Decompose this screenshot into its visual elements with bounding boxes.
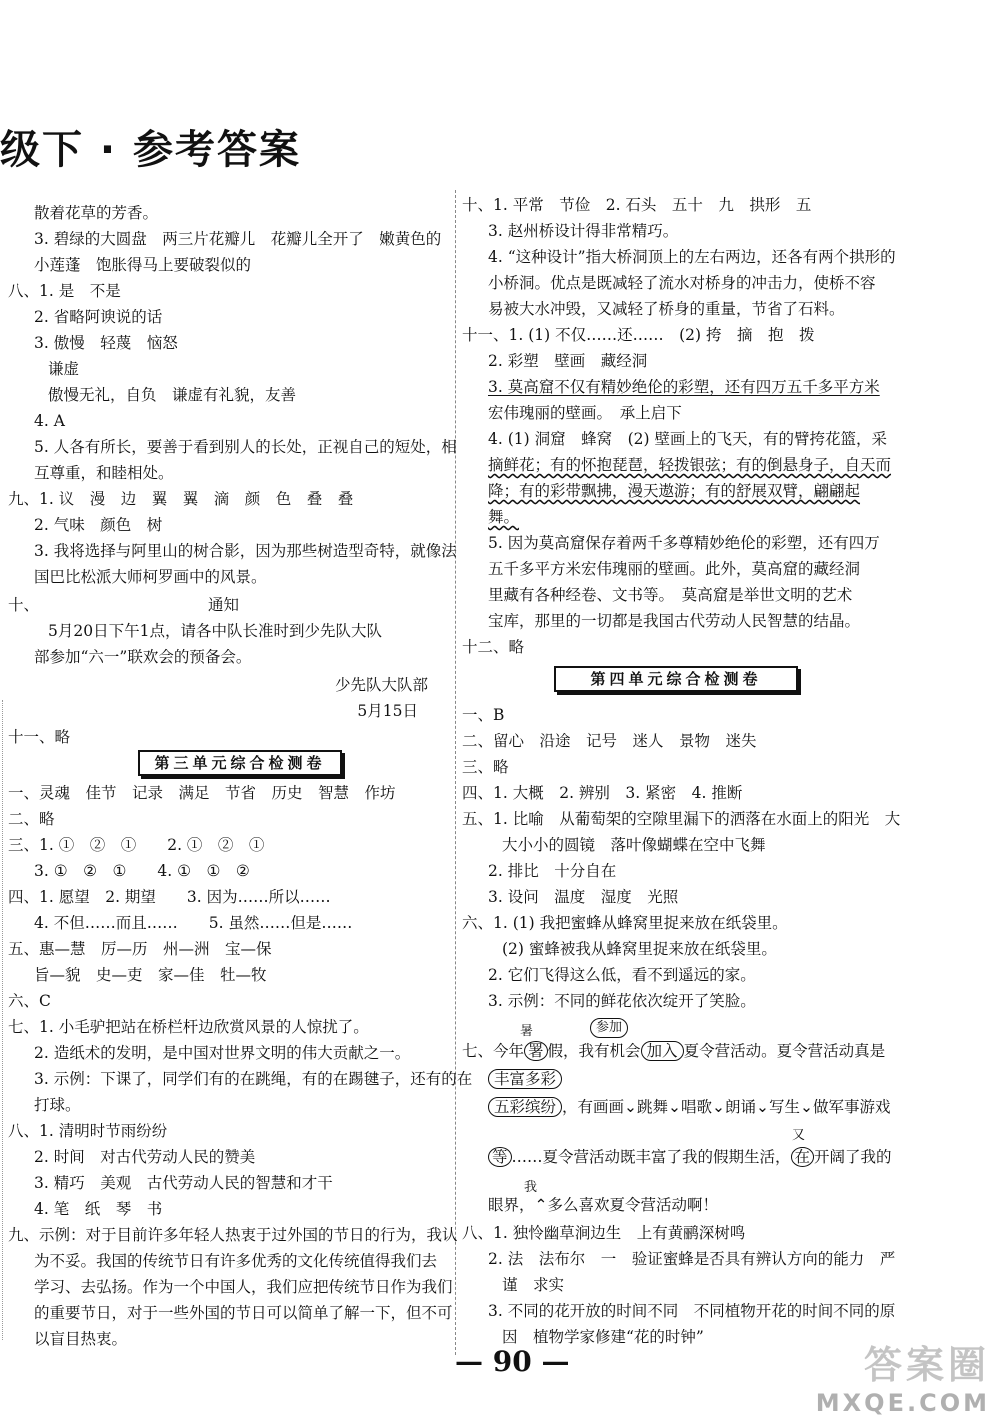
wavy-answer: 舞。	[488, 508, 520, 526]
answer-line: 国巴比松派大师柯罗画中的风景。	[34, 568, 267, 586]
answer-line: 小莲蓬 饱胀得马上要破裂似的	[34, 256, 252, 274]
notice-title: 通知	[208, 596, 240, 614]
answer-line: 以盲目热衷。	[34, 1330, 128, 1348]
answer-line: 八、1. 清明时节雨纷纷	[8, 1122, 168, 1140]
answer-line: 旨—貌 史—吏 家—佳 牡—牧	[34, 966, 267, 984]
answer-line: 里藏有各种经卷、文书等。 莫高窟是举世文明的艺术	[488, 586, 853, 604]
q7-text: ……夏令营活动既丰富了我的假期生活，	[511, 1148, 791, 1166]
answer-line: 宝库，那里的一切都是我国古代劳动人民智慧的结晶。	[488, 612, 861, 630]
answer-line: 2. 彩塑 壁画 藏经洞	[488, 352, 648, 370]
q7-line-3	[462, 1096, 890, 1118]
q7-line-5: 眼界，⌃多么喜欢夏令营活动啊！	[488, 1196, 718, 1214]
answer-line: 2. 排比 十分自在	[488, 862, 617, 880]
circled-word: 在	[791, 1147, 815, 1167]
watermark	[816, 1334, 990, 1417]
answer-line: 2. 时间 对古代劳动人民的赞美	[34, 1148, 256, 1166]
answer-line: 打球。	[34, 1096, 81, 1114]
answer-line: 九、1. 议 漫 边 翼 翼 滴 颜 色 叠 叠	[8, 490, 354, 508]
answer-line: 3. 赵州桥设计得非常精巧。	[488, 222, 679, 240]
section-title-unit3: 第三单元综合检测卷	[138, 750, 342, 776]
answer-line: 3. 不同的花开放的时间不同 不同植物开花的时间不同的原	[488, 1302, 896, 1320]
answer-line: 九、示例：对于目前许多年轻人热衷于过外国的节日的行为，我认	[8, 1226, 458, 1244]
page-title: 级下 · 参考答案	[0, 127, 302, 173]
column-divider	[455, 190, 456, 1355]
answer-line: 谨 求实	[502, 1276, 565, 1294]
q7-text: 夏令营活动。夏令营活动真是	[683, 1042, 886, 1060]
notice-signature: 少先队大队部	[334, 676, 428, 694]
circled-word: 加入	[641, 1041, 684, 1061]
answer-line: 十、	[8, 596, 40, 614]
wavy-answer: 降；有的彩带飘拂，漫天遨游；有的舒展双臂，翩翩起	[488, 482, 861, 500]
notice-date: 5月15日	[357, 702, 418, 720]
answer-line: 十、1. 平常 节俭 2. 石头 五十 九 拱形 五	[462, 196, 812, 214]
q7-line-1	[462, 1040, 885, 1062]
answer-line: 5. 人各有所长，要善于看到别人的长处，正视自己的短处，相	[34, 438, 457, 456]
answer-line: 5月20日下午1点，请各中队长准时到少先队大队	[48, 622, 382, 640]
answer-line: 宏伟瑰丽的壁画。 承上启下	[488, 404, 682, 422]
q7-text: 开阔了我的	[814, 1148, 892, 1166]
circled-word: 等	[488, 1147, 512, 1167]
q7-text: ，有画画⌄跳舞⌄唱歌⌄朗诵⌄写生⌄做军事游戏	[562, 1098, 891, 1116]
answer-line: 3. 傲慢 轻蔑 恼怒	[34, 334, 178, 352]
answer-line: 五、1. 比喻 从葡萄架的空隙里漏下的洒落在水面上的阳光 大	[462, 810, 901, 828]
answer-line: 4. “这种设计”指大桥洞顶上的左右两边，还各有两个拱形的	[488, 248, 896, 266]
circled-word: 丰富多彩	[488, 1069, 562, 1089]
answer-line: 小桥洞。优点是既减轻了流水对桥身的冲击力，使桥不容	[488, 274, 876, 292]
answer-line: 大小小的圆镜 落叶像蝴蝶在空中飞舞	[502, 836, 766, 854]
answer-line: 为不妥。我国的传统节日有许多优秀的文化传统值得我们去	[34, 1252, 438, 1270]
answer-line: 因 植物学家修建“花的时钟”	[502, 1328, 704, 1346]
q7-text: 假，我有机会	[547, 1042, 641, 1060]
answer-line: 三、略	[462, 758, 509, 776]
answer-line: 3. 设问 温度 湿度 光照	[488, 888, 679, 906]
answer-line: 部参加“六一”联欢会的预备会。	[34, 648, 252, 666]
answer-line: 十一、略	[8, 728, 71, 746]
answer-line: 3. 示例：下课了，同学们有的在跳绳，有的在踢毽子，还有的在	[34, 1070, 473, 1088]
answer-line: (2) 蜜蜂被我从蜂窝里捉来放在纸袋里。	[502, 940, 777, 958]
answer-line: 4. A	[34, 412, 65, 430]
answer-line: 八、1. 是 不是	[8, 282, 121, 300]
answer-line: 4. 笔 纸 琴 书	[34, 1200, 163, 1218]
binding-margin-line	[2, 700, 3, 1340]
watermark-url: MXQE.COM	[815, 1389, 990, 1417]
answer-line: 2. 法 法布尔 一 验证蜜蜂是否具有辨认方向的能力 严	[488, 1250, 896, 1268]
answer-line: 3. 示例：不同的鲜花依次绽开了笑脸。	[488, 992, 756, 1010]
answer-line: 五千多平方米宏伟瑰丽的壁画。此外，莫高窟的藏经洞	[488, 560, 861, 578]
answer-line: 2. 造纸术的发明，是中国对世界文明的伟大贡献之一。	[34, 1044, 411, 1062]
answer-line: 十一、1. (1) 不仅……还…… (2) 挎 摘 抱 拨	[462, 326, 815, 344]
answer-line: 四、1. 大概 2. 辨别 3. 紧密 4. 推断	[462, 784, 743, 802]
answer-line: 2. 它们飞得这么低，看不到遥远的家。	[488, 966, 756, 984]
answer-line: 二、略	[8, 810, 55, 828]
page-number: — 90 —	[455, 1345, 570, 1378]
q7-label: 七、今年	[462, 1042, 525, 1060]
answer-line: 六、C	[8, 992, 51, 1010]
answer-line: 2. 气味 颜色 树	[34, 516, 163, 534]
answer-line: 一、灵魂 佳节 记录 满足 节省 历史 智慧 作坊	[8, 784, 396, 802]
answer-line: 2. 省略阿谀说的话	[34, 308, 163, 326]
answer-line: 十二、略	[462, 638, 525, 656]
answer-line: 八、1. 独怜幽草涧边生 上有黄鹂深树鸣	[462, 1224, 746, 1242]
watermark-logo: 答案圈	[863, 1343, 990, 1387]
wavy-answer: 4. (1) 洞窟 蜂窝 (2) 壁画上的飞天，有的臂挎花篮，采	[488, 430, 887, 448]
answer-line: 一、B	[462, 706, 505, 724]
answer-line: 四、1. 愿望 2. 期望 3. 因为……所以……	[8, 888, 331, 906]
circled-word: 署	[524, 1041, 548, 1061]
answer-line: 六、1. (1) 我把蜜蜂从蜂窝里捉来放在纸袋里。	[462, 914, 788, 932]
answer-line: 易被大水冲毁，又减轻了桥身的重量，节省了石料。	[488, 300, 845, 318]
answer-line: 5. 因为莫高窟保存着两千多尊精妙绝伦的彩塑，还有四万	[488, 534, 880, 552]
answer-line: 七、1. 小毛驴把站在桥栏杆边欣赏风景的人惊扰了。	[8, 1018, 369, 1036]
underlined-answer: 3. 莫高窟不仅有精妙绝伦的彩塑，还有四万五千多平方米	[488, 378, 880, 396]
correction-mark-you: 又	[792, 1128, 806, 1143]
answer-line: 3. 碧绿的大圆盘 两三片花瓣儿 花瓣儿全开了 嫩黄色的	[34, 230, 442, 248]
answer-line: 互尊重，和睦相处。	[34, 464, 174, 482]
wavy-answer: 摘鲜花；有的怀抱琵琶，轻拨银弦；有的倒悬身子，自天而	[488, 456, 892, 474]
answer-line: 傲慢无礼，自负 谦虚有礼貌，友善	[48, 386, 297, 404]
answer-line: 3. 我将选择与阿里山的树合影，因为那些树造型奇特，就像法	[34, 542, 457, 560]
answer-line: 的重要节日，对于一些外国的节日可以简单了解一下，但不可	[34, 1304, 453, 1322]
answer-line: 五、惠—慧 厉—历 州—洲 宝—保	[8, 940, 272, 958]
answer-line: 散着花草的芳香。	[34, 204, 159, 222]
answer-line: 4. 不但……而且…… 5. 虽然……但是……	[34, 914, 353, 932]
answer-line: 3. 精巧 美观 古代劳动人民的智慧和才干	[34, 1174, 333, 1192]
circled-word: 五彩缤纷	[488, 1097, 562, 1117]
answer-line: 谦虚	[48, 360, 80, 378]
correction-mark-canjia: 参加	[590, 1018, 628, 1038]
correction-mark-shu: 暑	[520, 1024, 534, 1039]
answer-line: 学习、去弘扬。作为一个中国人，我们应把传统节日作为我们	[34, 1278, 453, 1296]
answer-line: 二、留心 沿途 记号 迷人 景物 迷失	[462, 732, 757, 750]
section-title-unit4: 第四单元综合检测卷	[554, 666, 798, 692]
correction-mark-wo: 我	[524, 1180, 538, 1195]
q7-line-4	[462, 1146, 892, 1168]
answer-line: 三、1. ① ② ① 2. ① ② ①	[8, 836, 265, 854]
q7-line-2	[462, 1068, 562, 1090]
answer-line: 3. ① ② ① 4. ① ① ②	[34, 862, 250, 880]
